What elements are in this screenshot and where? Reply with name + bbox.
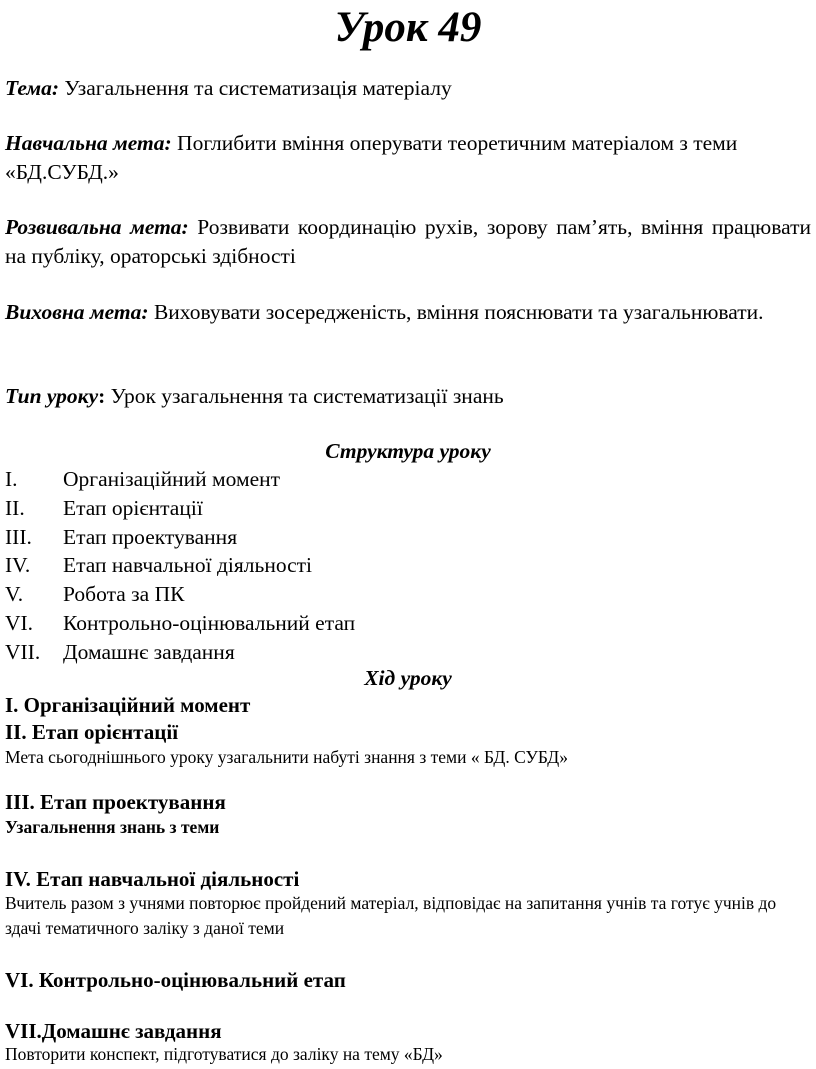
topic-line (5, 74, 811, 103)
lesson-type-label: Тип уроку (5, 384, 99, 408)
topic-text: Узагальнення та систематизація матеріалу (59, 76, 452, 100)
list-item-text: Робота за ПК (63, 582, 185, 607)
list-item-number: V. (5, 582, 24, 607)
educational-goal (5, 129, 811, 187)
list-item (5, 494, 355, 523)
list-item-number: VII. (5, 639, 41, 664)
list-item-number: IV. (5, 553, 31, 578)
lesson-type-colon: : (98, 384, 106, 408)
list-item-number: II. (5, 495, 25, 520)
section-7-title: VII.Домашнє завдання (5, 1019, 222, 1043)
section-7-body: Повторити конспект, підготуватися до заліку на тему «БД» (5, 1044, 443, 1064)
list-item (5, 465, 355, 494)
list-item (5, 551, 355, 580)
section-2-body: Мета сьогоднішнього уроку узагальнити набуті знання з теми « БД. СУБД» (5, 747, 568, 767)
list-item (5, 523, 355, 552)
list-item (5, 638, 355, 667)
list-item-text: Організаційний момент (63, 467, 281, 491)
list-item-number: VI. (5, 610, 34, 635)
list-item (5, 580, 355, 609)
list-item-text: Етап навчальної діяльності (63, 553, 313, 578)
section-4-title: IV. Етап навчальної діяльності (5, 867, 300, 891)
list-item-text: Контрольно-оцінювальний етап (63, 610, 356, 635)
section-4-body: Вчитель разом з учнями повторює пройдений матеріал, відповідає на запитання учнів та готує учнів до здачі тематичного заліку з даної теми (5, 893, 777, 938)
educational-goal-text: Поглибити вміння оперувати теоретичним матеріалом з теми «БД.СУБД.» (5, 131, 738, 184)
list-item-number: III. (5, 524, 32, 549)
developmental-goal-label: Розвивальна мета: (5, 215, 189, 239)
upbringing-goal (5, 298, 811, 327)
course-heading: Хід уроку (364, 666, 452, 690)
lesson-type-text: Урок узагальнення та систематизації знань (105, 384, 504, 408)
topic-label: Тема: (5, 76, 60, 100)
section-2-title: II. Етап орієнтації (5, 720, 179, 744)
developmental-goal-text: Розвивати координацію рухів, зорову пам’ять, вміння працювати на публіку, ораторські здібності (5, 215, 811, 268)
list-item-text: Етап проектування (63, 524, 238, 549)
educational-goal-label: Навчальна мета: (5, 131, 172, 155)
list-item-text: Етап орієнтації (63, 495, 203, 520)
section-1-title: I. Організаційний момент (5, 693, 251, 717)
upbringing-goal-text: Виховувати зосередженість, вміння пояснювати та узагальнювати. (148, 300, 764, 324)
lesson-type (5, 382, 811, 411)
list-item (5, 609, 355, 638)
list-item-number: I. (5, 467, 18, 491)
section-3-body: Узагальнення знань з теми (5, 817, 220, 837)
section-6-title: VI. Контрольно-оцінювальний етап (5, 968, 346, 992)
lesson-title: Урок 49 (334, 4, 482, 51)
structure-list (5, 465, 355, 667)
structure-heading: Структура уроку (325, 439, 491, 463)
upbringing-goal-label: Виховна мета: (5, 300, 149, 324)
developmental-goal (5, 213, 811, 271)
section-3-title: III. Етап проектування (5, 790, 226, 814)
list-item-text: Домашнє завдання (63, 639, 235, 664)
